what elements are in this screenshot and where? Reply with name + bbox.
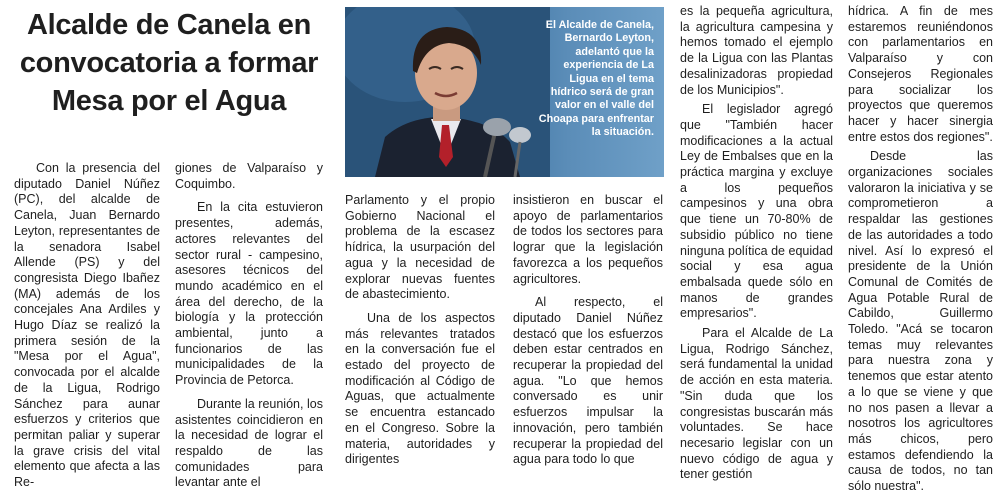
- paragraph: En la cita estuvieron presentes, además, actores relevantes del sector rural - campesino, asesores técnicos del mundo académico en el área del derecho, de la biología y la protección ambiental, junto a funcionarios de las municipalidades de la Provincia de Petorca.: [175, 200, 323, 388]
- article-column-3: [345, 193, 495, 468]
- paragraph: Durante la reunión, los asistentes coincidieron en la necesidad de lograr el respaldo de las comunidades para levantar ante el: [175, 396, 323, 490]
- article-photo: [345, 7, 664, 177]
- article-column-2: [175, 161, 323, 491]
- photo-caption: El Alcalde de Canela, Bernardo Leyton, adelantó que la experiencia de La Ligua en el tema hídrico será de gran valor en el valle del Choapa para enfrentar la situación.: [538, 19, 654, 139]
- paragraph: insistieron en buscar el apoyo de parlamentarios de todos los sectores para lograr que la legislación favorezca a los pequeños agricultores.: [513, 193, 663, 286]
- paragraph: Con la presencia del diputado Daniel Núñez (PC), del alcalde de Canela, Juan Bernardo Leyton, representantes de la senadora Isabel Allende (PS) y del congresista Diego Ibañez (MA) además de los concejales Ana Ardiles y Hugo Díaz se realizó la primera sesión de la "Mesa por el Agua", convocada por el alcalde de la Ligua, Rodrigo Sánchez para aunar esfuerzos y criterios que permitan paliar y superar la grave crisis del vital elemento que afecta a las Re-: [14, 161, 160, 490]
- mayor-portrait-image: [345, 7, 550, 177]
- article-column-5: [680, 4, 833, 483]
- paragraph: hídrica. A fin de mes estaremos reuniéndonos con parlamentarios en Valparaíso y con Consejeros Regionales para socializar los proyectos que queremos hacer y hacer sinergia entre estos dos regiones".: [848, 4, 993, 144]
- article-column-4: [513, 193, 663, 468]
- paragraph: El legislador agregó que "También hacer modificaciones a la actual Ley de Embalses que en la práctica margina y excluye a los pequeños campesinos y una obra que tiene un 70-80% de subsidio público no tiene ninguna política de equidad social y esa agua embalsada quede sólo en manos de grandes empresarios".: [680, 102, 833, 321]
- paragraph: giones de Valparaíso y Coquimbo.: [175, 161, 323, 191]
- paragraph: Desde las organizaciones sociales valoraron la iniciativa y se comprometieron a respaldar las gestiones de las autoridades a todo nivel. Así lo expresó el presidente de la Unión Comunal de Comités de Agua Potable Rural de Cabildo, Guillermo Toledo. "Acá se tocaron temas muy relevantes para nuestra zona y tenemos que estar atento a lo que se viene y que no nos pasen a llevar a nosotros los agricultores más chicos, pero estamos defendiendo la causa de todos, no tan sólo nuestra".: [848, 149, 993, 494]
- article-column-1: [14, 161, 160, 491]
- article-column-6: [848, 4, 993, 495]
- article-headline: Alcalde de Canela en convocatoria a formar Mesa por el Agua: [19, 9, 319, 117]
- paragraph: Parlamento y el propio Gobierno Nacional el problema de la escasez hídrica, la usurpación del agua y la necesidad de explorar nuevas fuentes de abastecimiento.: [345, 193, 495, 302]
- paragraph: Para el Alcalde de La Ligua, Rodrigo Sánchez, será fundamental la unidad de acción en esta materia. "Sin duda que los congresistas buscarán más voluntades. Se hace necesario legislar con un nuevo código de agua y tener gestión: [680, 326, 833, 482]
- paragraph: es la pequeña agricultura, la agricultura campesina y hemos tomado el ejemplo de la Ligua con las Plantas desalinizadoras propiedad de los Municipios".: [680, 4, 833, 97]
- paragraph: Al respecto, el diputado Daniel Núñez destacó que los esfuerzos deben estar centrados en recuperar la propiedad del agua. "Lo que hemos conversado es unir esfuerzos impulsar la innovación, pero también recuperar la propiedad del agua para todo lo que: [513, 295, 663, 467]
- paragraph: Una de los aspectos más relevantes tratados en la conversación fue el estado del proyecto de modificación al Código de Aguas, que actualmente se encuentra estancado en el Congreso. Sobre la materia, autoridades y dirigentes: [345, 310, 495, 467]
